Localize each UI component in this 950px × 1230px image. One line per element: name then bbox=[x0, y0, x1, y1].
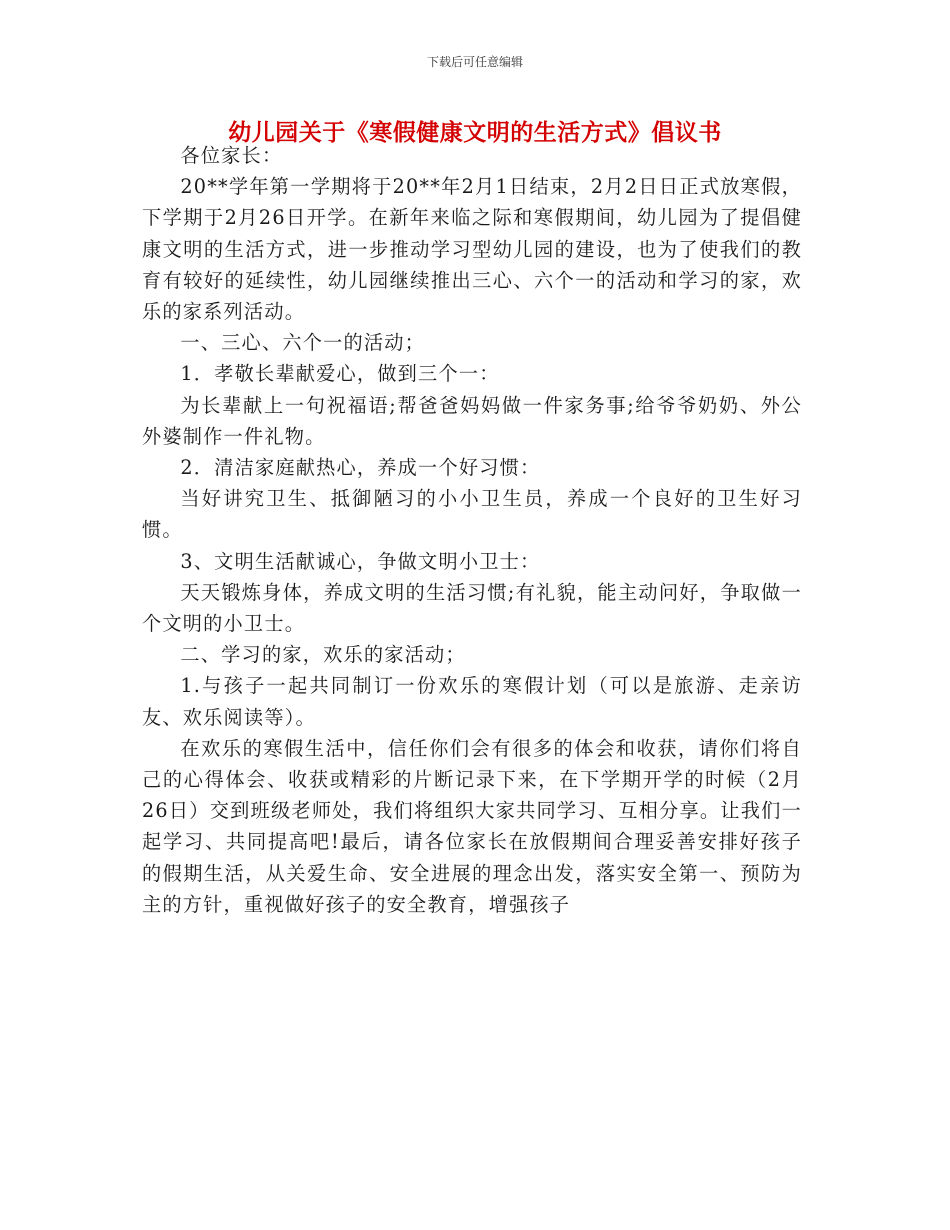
header-note: 下载后可任意编辑 bbox=[426, 55, 523, 69]
section-heading-1: 一、三心、六个一的活动； bbox=[180, 331, 426, 355]
salutation: 各位家长： bbox=[180, 144, 283, 167]
paragraph-intro: 20**学年第一学期将于20**年2月1日结束，2月2日日正式放寒假，下学期于2月26日开学。在新年来临之际和寒假期间，幼儿园为了提倡健康文明的生活方式，进一步推动学习型幼儿园的建设，也为了使我们的教育有较好的延续性，幼儿园继续推出三心、六个一的活动和学习的家，欢乐的家系列活动。 bbox=[142, 175, 802, 324]
document-body bbox=[142, 140, 802, 920]
item-heading-2: 2．清洁家庭献热心，养成一个好习惯： bbox=[180, 456, 541, 480]
item-body-4: 1.与孩子一起共同制订一份欢乐的寒假计划（可以是旅游、走亲访友、欢乐阅读等）。 bbox=[142, 674, 802, 729]
item-body-1: 为长辈献上一句祝福语;帮爸爸妈妈做一件家务事;给爷爷奶奶、外公外婆制作一件礼物。 bbox=[142, 393, 802, 448]
document-title: 幼儿园关于《寒假健康文明的生活方式》倡议书 bbox=[228, 120, 722, 146]
section-heading-2: 二、学习的家，欢乐的家活动； bbox=[180, 643, 466, 667]
item-heading-1: 1．孝敬长辈献爱心，做到三个一： bbox=[180, 362, 500, 386]
item-heading-3: 3、文明生活献诚心，争做文明小卫士： bbox=[180, 549, 541, 573]
item-body-2: 当好讲究卫生、抵御陋习的小小卫生员，养成一个良好的卫生好习惯。 bbox=[142, 487, 802, 542]
paragraph-closing: 在欢乐的寒假生活中，信任你们会有很多的体会和收获，请你们将自己的心得体会、收获或精彩的片断记录下来，在下学期开学的时候（2月26日）交到班级老师处，我们将组织大家共同学习、互相分享。让我们一起学习、共同提高吧!最后，请各位家长在放假期间合理妥善安排好孩子的假期生活，从关爱生命、安全进展的理念出发，落实安全第一、预防为主的方针，重视做好孩子的安全教育，增强孩子 bbox=[142, 736, 802, 916]
item-body-3: 天天锻炼身体，养成文明的生活习惯;有礼貌，能主动问好，争取做一个文明的小卫士。 bbox=[142, 580, 802, 636]
